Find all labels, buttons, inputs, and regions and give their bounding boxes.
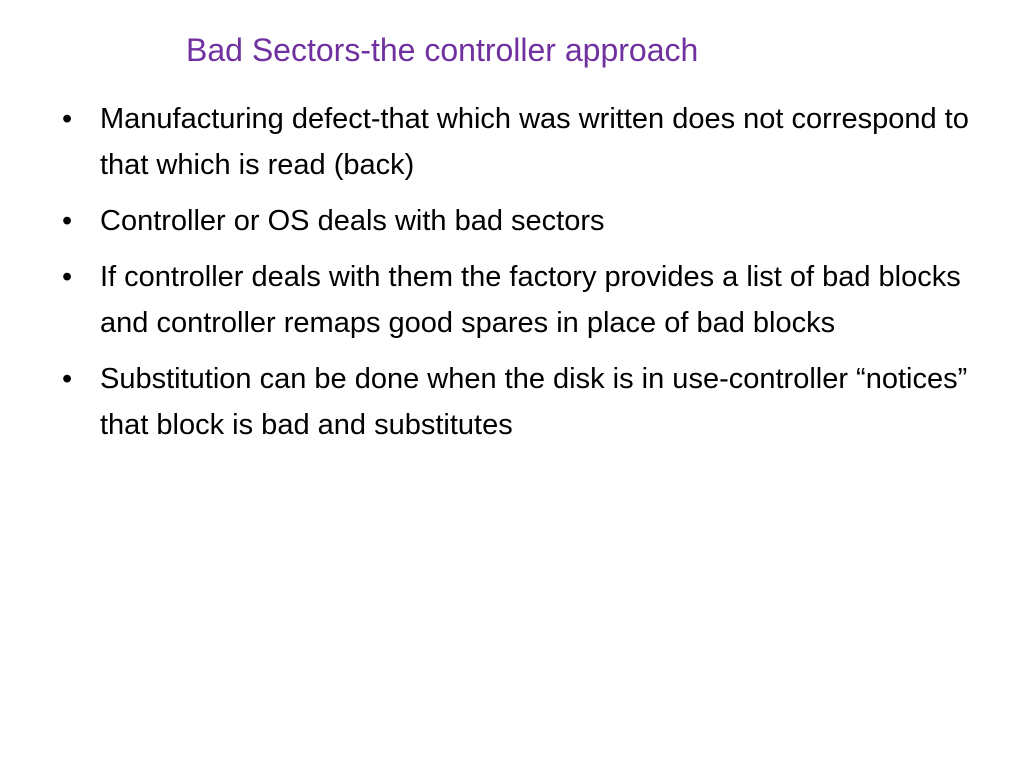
bullet-icon: • — [62, 363, 73, 395]
bullet-text: If controller deals with them the factory provides a list of bad blocks and controller remaps good spares in place of bad blocks — [100, 261, 961, 339]
bullet-text: Manufacturing defect-that which was written does not correspond to that which is read (back) — [100, 103, 969, 181]
bullet-icon: • — [62, 103, 73, 135]
bullet-item — [60, 356, 980, 448]
bullet-text: Controller or OS deals with bad sectors — [100, 205, 605, 237]
bullet-icon: • — [62, 261, 73, 293]
slide-title: Bad Sectors-the controller approach — [186, 32, 699, 68]
bullet-item — [60, 198, 980, 244]
bullet-item — [60, 254, 980, 346]
bullet-text: Substitution can be done when the disk is in use-controller “notices” that block is bad and substitutes — [100, 363, 968, 441]
bullet-list — [60, 96, 980, 458]
bullet-item — [60, 96, 980, 188]
bullet-icon: • — [62, 205, 73, 237]
